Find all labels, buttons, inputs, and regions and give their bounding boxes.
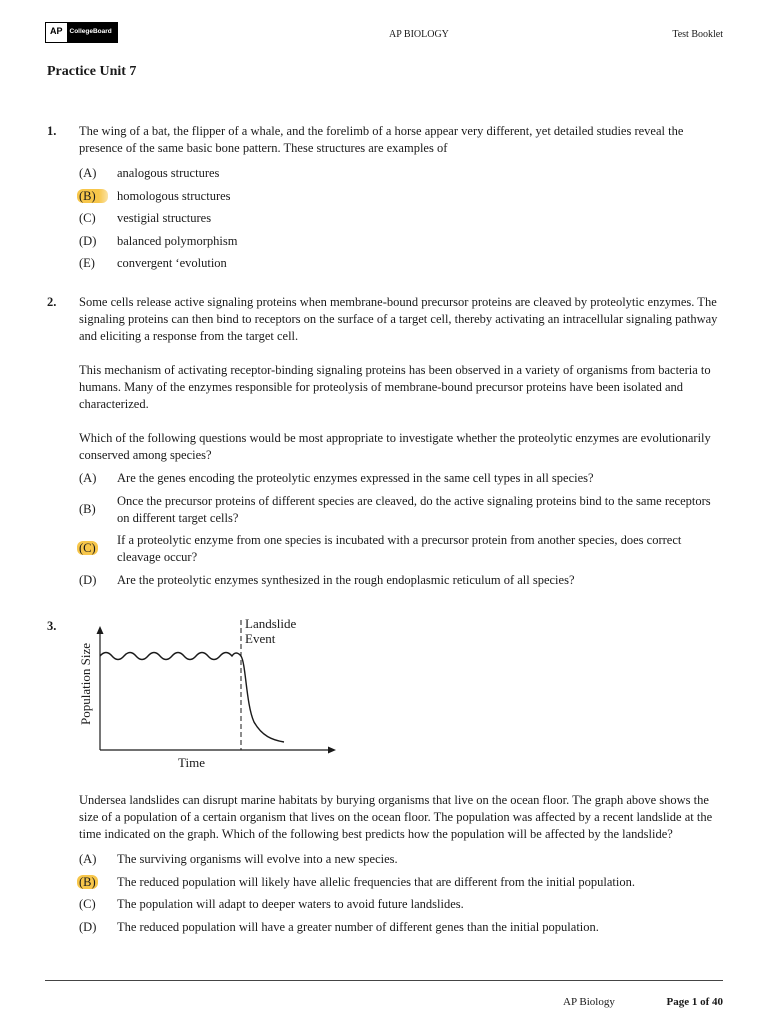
option-letter: (D) bbox=[79, 572, 97, 587]
option-text: vestigial structures bbox=[117, 211, 212, 225]
footer-subject: AP Biology bbox=[563, 996, 615, 1008]
answer-option-b-selected[interactable] bbox=[79, 188, 723, 205]
option-letter-wrap bbox=[79, 874, 117, 891]
answer-option-d[interactable] bbox=[79, 572, 723, 589]
ap-logo-text: AP bbox=[46, 23, 67, 42]
question-paragraph-1: Some cells release active signaling proteins when membrane-bound precursor proteins are cleaved by proteolytic enzymes. The signaling proteins can then bind to receptors on the surface of a target cell, thereby activating an intracellular signaling pathway and eliciting a response from the target cell. bbox=[79, 295, 718, 343]
graph-event-label-line1: Landslide bbox=[245, 616, 297, 631]
population-graph bbox=[78, 614, 348, 774]
question-number: 1. bbox=[47, 124, 57, 138]
option-letter: (A) bbox=[79, 852, 97, 866]
answer-options bbox=[79, 165, 723, 272]
option-letter: (C) bbox=[79, 211, 96, 225]
answer-option-b-selected[interactable] bbox=[79, 874, 723, 891]
population-curve bbox=[100, 653, 284, 743]
option-letter: (D) bbox=[79, 233, 97, 248]
graph-y-axis-arrow bbox=[97, 626, 104, 634]
question-paragraph-2: This mechanism of activating receptor-binding signaling proteins has been observed in a variety of organisms from bacteria to humans. Many of the enzymes responsible for proteolysis of membrane-bound precursor proteins have been isolated and characterized. bbox=[79, 363, 711, 411]
footer-divider bbox=[45, 980, 723, 981]
question-stem: Which of the following questions would be most appropriate to investigate whether the proteolytic enzymes are evolutionarily conserved among species? bbox=[79, 431, 711, 462]
option-letter: (C) bbox=[79, 897, 96, 911]
graph-ylabel: Population Size bbox=[78, 643, 93, 725]
option-text: convergent ‘evolution bbox=[117, 256, 227, 270]
option-text: The reduced population will have a greater number of different genes than the initial population. bbox=[117, 919, 599, 934]
option-letter-wrap bbox=[79, 532, 117, 566]
population-graph-svg bbox=[78, 614, 348, 774]
option-text: Are the genes encoding the proteolytic enzymes expressed in the same cell types in all species? bbox=[117, 471, 594, 485]
ap-collegeboard-logo bbox=[45, 22, 118, 43]
answer-option-a[interactable] bbox=[79, 851, 723, 868]
option-letter: (D) bbox=[79, 919, 97, 934]
option-letter-highlighted: (B) bbox=[77, 189, 108, 203]
header-subject: AP BIOLOGY bbox=[389, 29, 449, 40]
option-text: The population will adapt to deeper waters to avoid future landslides. bbox=[117, 897, 464, 911]
option-text: analogous structures bbox=[117, 166, 220, 180]
answer-option-c[interactable] bbox=[79, 896, 723, 913]
option-letter-highlighted: (C) bbox=[79, 541, 96, 555]
answer-option-e[interactable] bbox=[79, 255, 723, 272]
header-booklet-label: Test Booklet bbox=[672, 29, 723, 40]
option-letter-highlighted: (B) bbox=[79, 874, 96, 889]
answer-option-a[interactable] bbox=[79, 470, 723, 487]
option-letter: (A) bbox=[79, 471, 97, 485]
graph-x-axis-arrow bbox=[328, 747, 336, 754]
answer-options bbox=[79, 470, 723, 589]
graph-event-label-line2: Event bbox=[245, 631, 276, 646]
answer-option-c[interactable] bbox=[79, 210, 723, 227]
answer-option-c-selected[interactable] bbox=[79, 532, 723, 566]
answer-option-d[interactable] bbox=[79, 919, 723, 936]
option-text: Are the proteolytic enzymes synthesized in the rough endoplasmic reticulum of all species? bbox=[117, 572, 575, 587]
option-text: If a proteolytic enzyme from one species is incubated with a precursor protein from another species, does correct cleavage occur? bbox=[117, 533, 682, 564]
question-2 bbox=[47, 294, 727, 594]
question-1 bbox=[47, 123, 727, 278]
answer-option-d[interactable] bbox=[79, 233, 723, 250]
page-title: Practice Unit 7 bbox=[47, 64, 137, 79]
answer-options bbox=[79, 851, 723, 936]
option-letter: (A) bbox=[79, 166, 97, 180]
question-stem: The wing of a bat, the flipper of a whale, and the forelimb of a horse appear very different, yet detailed studies reveal the presence of the same basic bone pattern. These structures are examples of bbox=[79, 124, 684, 155]
question-number: 2. bbox=[47, 295, 57, 309]
question-3-body bbox=[47, 792, 727, 941]
question-number: 3. bbox=[47, 619, 57, 633]
option-letter-wrap bbox=[79, 188, 117, 205]
option-letter: (B) bbox=[79, 501, 96, 516]
option-text: The surviving organisms will evolve into a new species. bbox=[117, 852, 398, 866]
answer-option-b[interactable] bbox=[79, 493, 723, 527]
option-text: balanced polymorphism bbox=[117, 233, 238, 248]
option-text: Once the precursor proteins of different species are cleaved, do the active signaling proteins bind to the same receptors on different target cells? bbox=[117, 493, 711, 525]
option-letter: (E) bbox=[79, 256, 95, 270]
graph-xlabel: Time bbox=[178, 755, 205, 770]
question-stem: Undersea landslides can disrupt marine habitats by burying organisms that live on the ocean floor. The graph above shows the size of a population of a certain organism that lives on the ocean floor. The population was affected by a recent landslide at the time indicated on the graph. Which of the following best predicts how the population will be affected by the landslide? bbox=[79, 793, 713, 841]
answer-option-a[interactable] bbox=[79, 165, 723, 182]
collegeboard-logo-text: CollegeBoard bbox=[67, 23, 117, 42]
option-text: homologous structures bbox=[117, 188, 231, 203]
footer-page-number: Page 1 of 40 bbox=[666, 996, 723, 1008]
page-header bbox=[0, 0, 768, 44]
option-text: The reduced population will likely have allelic frequencies that are different from the initial population. bbox=[117, 874, 635, 889]
